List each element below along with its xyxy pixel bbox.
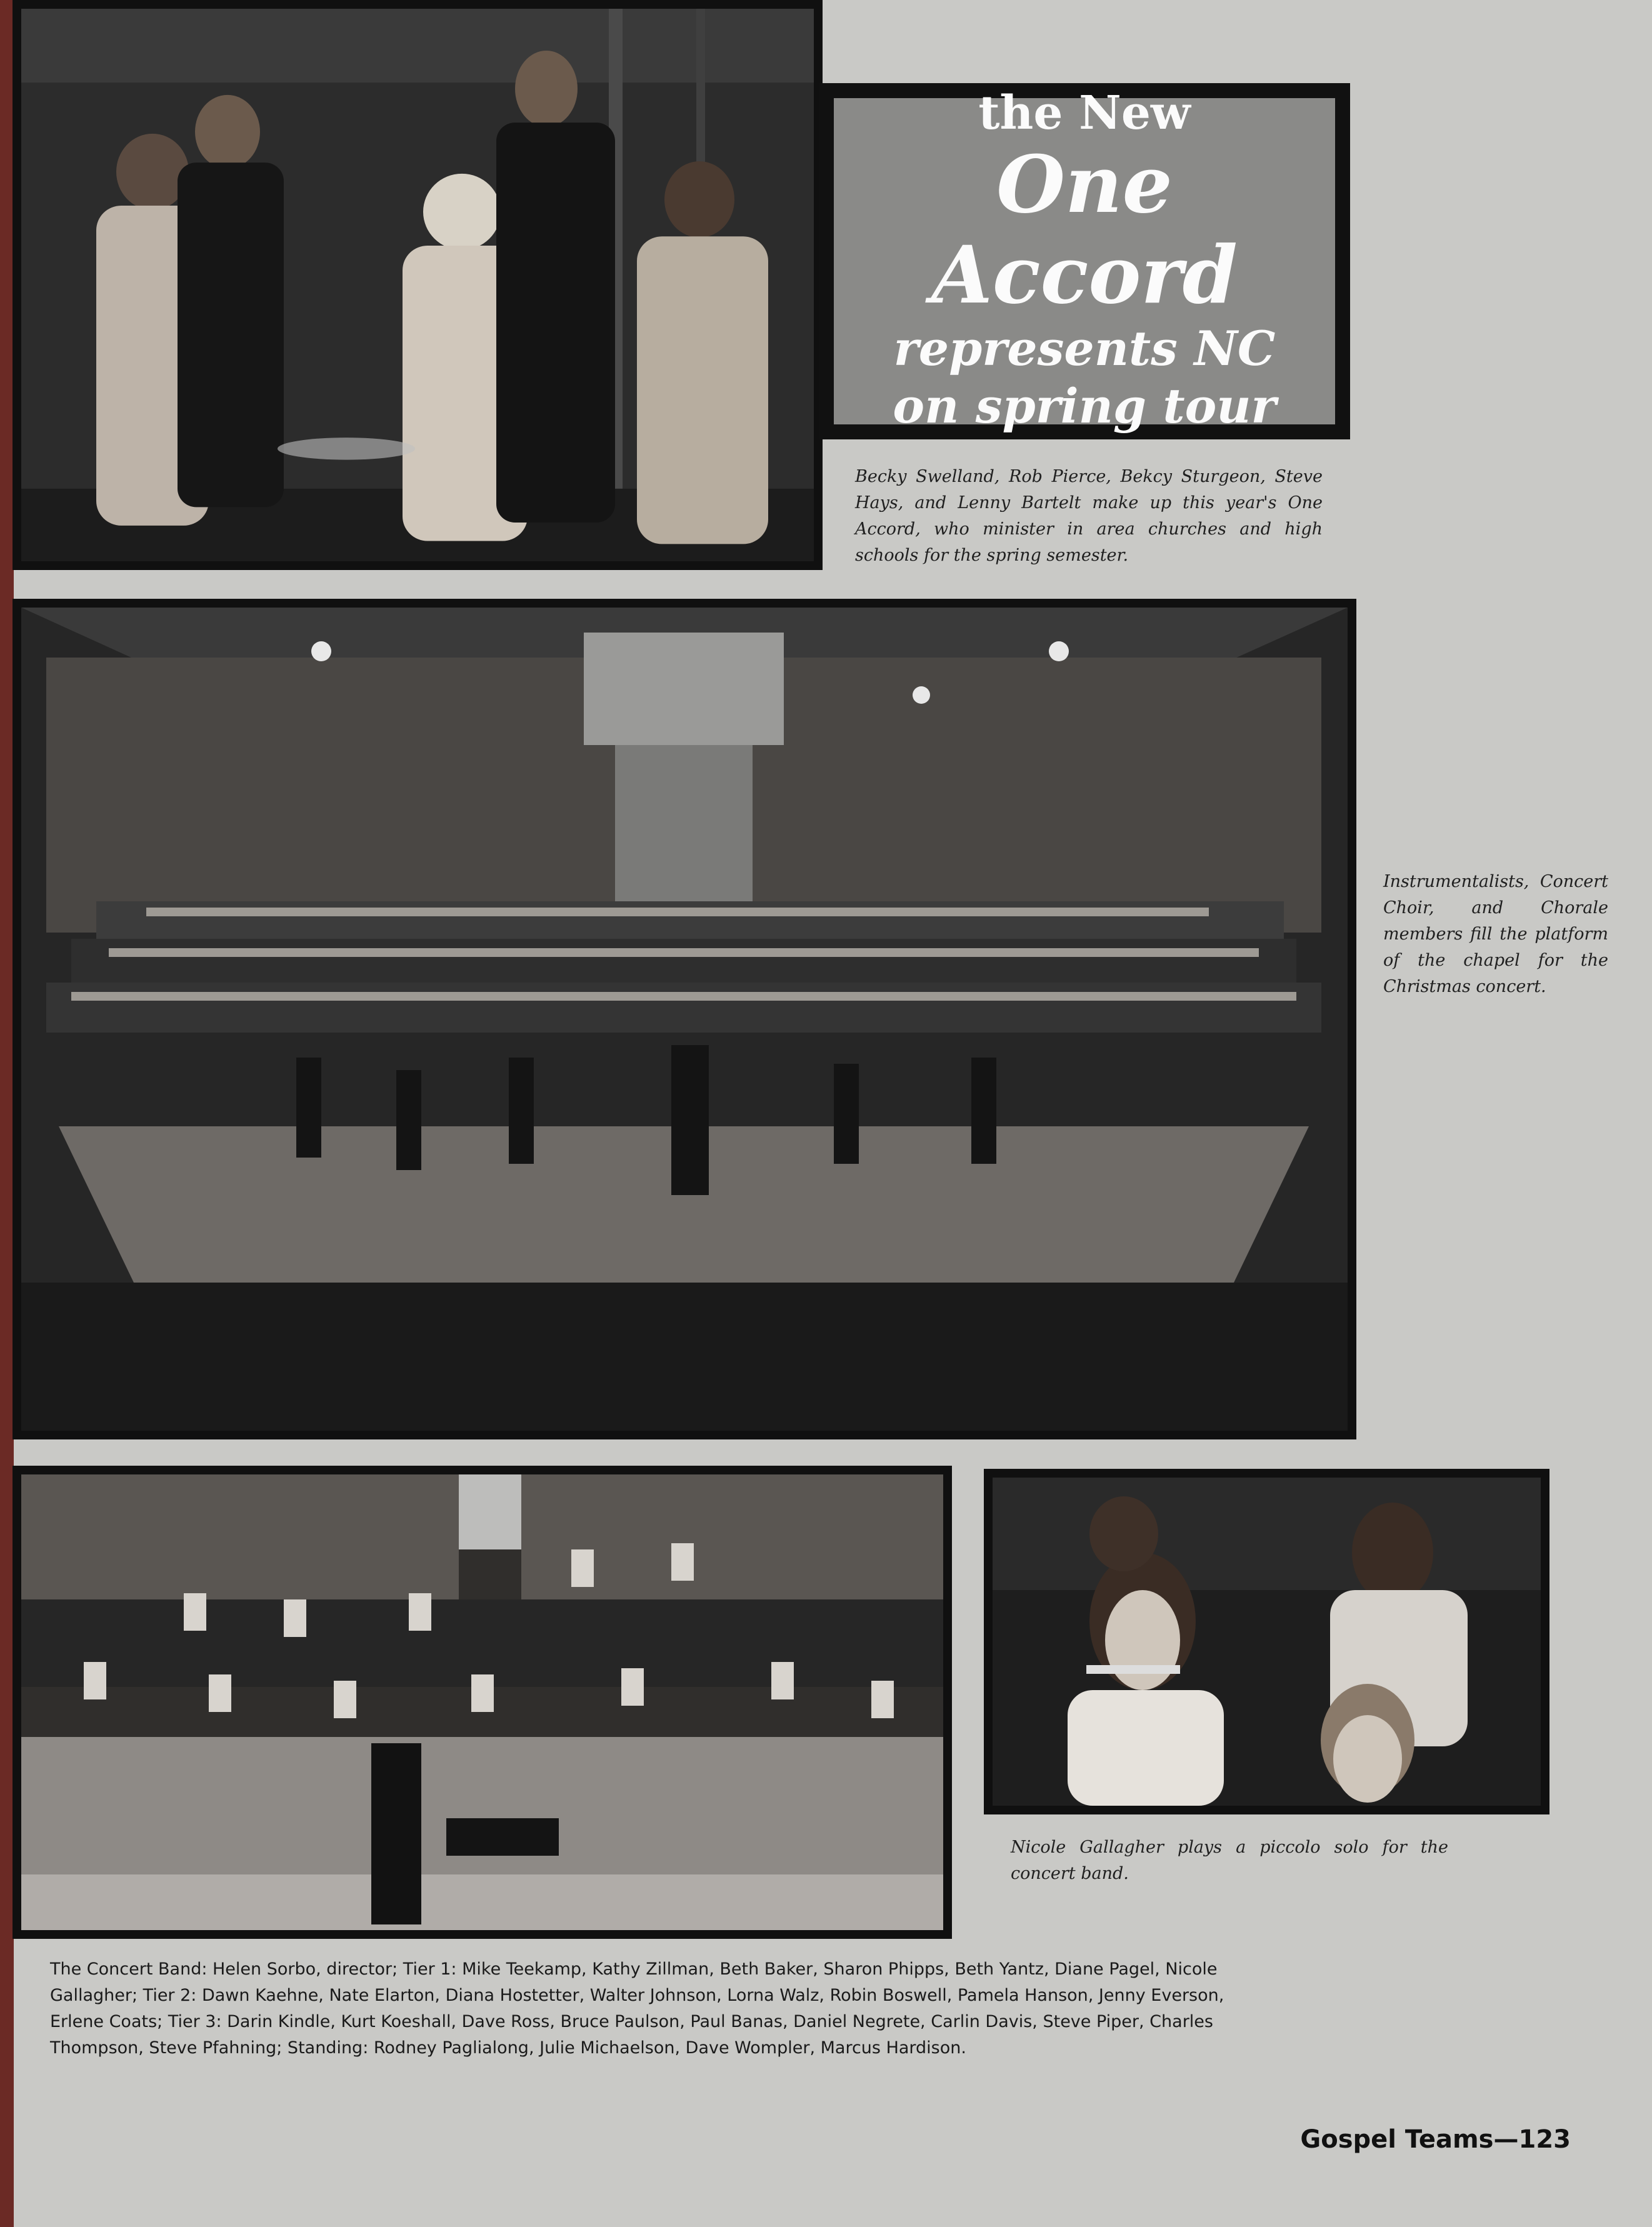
caption-christmas-concert: Instrumentalists, Concert Choir, and Chorale members fill the platform of the chapel for the Christmas concert. [1383,872,1608,996]
photo-piccolo-solo [984,1469,1549,1814]
page-folio: Gospel Teams—123 [1300,2125,1571,2154]
photo-christmas-concert [13,599,1356,1439]
caption-piccolo: Nicole Gallagher plays a piccolo solo for the concert band. [1011,1838,1448,1883]
photo-one-accord [13,0,823,570]
photo-one-accord-image [21,9,814,561]
caption-concert-band: The Concert Band: Helen Sorbo, director; Tier 1: Mike Teekamp, Kathy Zillman, Beth Baker, Sharon Phipps, Beth Yantz, Diane Pagel, Nicole Gallagher; Tier 2: Dawn Kaehne, Nate Elarton, Diana Hostetter, Walter Johnson, Lorna Walz, Robin Boswell, Pamela Hanson, Jenny Everson, Erlene Coats; Tier 3: Darin Kindle, Kurt Koeshall, Dave Ross, Bruce Paulson, Paul Banas, Daniel Negrete, Carlin Davis, Steve Piper, Charles Thompson, Steve Pfahning; Standing: Rodney Paglialong, Julie Michaelson, Dave Wompler, Marcus Hardison. [50,1959,1224,2058]
page-edge-strip [0,0,14,2227]
headline [834,86,1335,434]
caption-one-accord: Becky Swelland, Rob Pierce, Bekcy Sturgeon, Steve Hays, and Lenny Bartelt make up this year's One Accord, who minister in area churches and high schools for the spring semester. [855,467,1323,565]
photo-concert-band [13,1466,952,1939]
headline-line-2: One Accord [931,138,1238,321]
photo-christmas-concert-image [21,608,1348,1431]
photo-concert-band-image [21,1474,943,1930]
headline-line-4: on spring tour [893,378,1276,434]
headline-panel [819,83,1350,439]
photo-piccolo-solo-image [993,1478,1541,1806]
headline-line-1: the New [978,86,1191,141]
headline-line-3: represents NC [893,321,1276,377]
